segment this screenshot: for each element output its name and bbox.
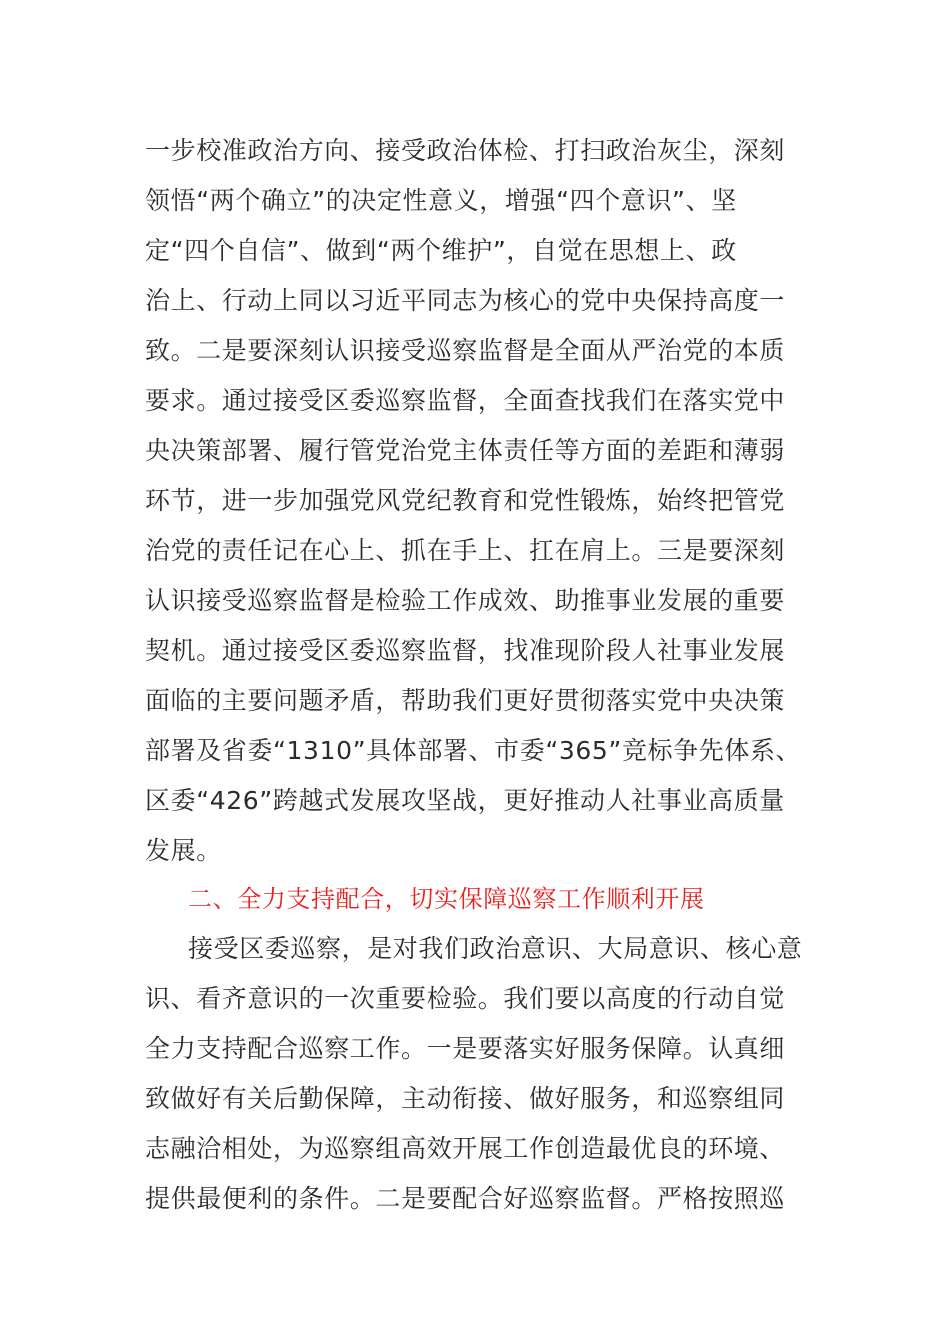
paragraph-line: 部署及省委“1310”具体部署、市委“365”竞标争先体系、 (145, 736, 802, 765)
paragraph-line: 央决策部署、履行管党治党主体责任等方面的差距和薄弱 (145, 436, 786, 465)
paragraph-line: 环节，进一步加强党风党纪教育和党性锻炼，始终把管党 (145, 486, 786, 515)
paragraph-line: 区委“426”跨越式发展攻坚战，更好推动人社事业高质量 (145, 786, 785, 815)
paragraph-line: 致。二是要深刻认识接受巡察监督是全面从严治党的本质 (145, 336, 786, 365)
paragraph-line: 致做好有关后勤保障，主动衔接、做好服务，和巡察组同 (145, 1084, 786, 1113)
section-heading: 二、全力支持配合，切实保障巡察工作顺利开展 (188, 885, 705, 913)
paragraph-line: 识、看齐意识的一次重要检验。我们要以高度的行动自觉 (145, 984, 786, 1013)
paragraph-line: 定“四个自信”、做到“两个维护”，自觉在思想上、政 (145, 236, 737, 265)
paragraph-line: 治上、行动上同以习近平同志为核心的党中央保持高度一 (145, 286, 786, 315)
paragraph-line: 发展。 (145, 836, 222, 865)
paragraph-line: 要求。通过接受区委巡察监督，全面查找我们在落实党中 (145, 386, 786, 415)
paragraph-line: 提供最便利的条件。二是要配合好巡察监督。严格按照巡 (145, 1184, 786, 1213)
paragraph-line: 全力支持配合巡察工作。一是要落实好服务保障。认真细 (145, 1034, 786, 1063)
paragraph-line: 领悟“两个确立”的决定性意义，增强“四个意识”、坚 (145, 186, 737, 215)
paragraph-line: 契机。通过接受区委巡察监督，找准现阶段人社事业发展 (145, 636, 786, 665)
paragraph-line: 志融洽相处，为巡察组高效开展工作创造最优良的环境、 (145, 1134, 786, 1163)
paragraph-line: 一步校准政治方向、接受政治体检、打扫政治灰尘，深刻 (145, 136, 786, 165)
paragraph-line: 治党的责任记在心上、抓在手上、扛在肩上。三是要深刻 (145, 536, 786, 565)
paragraph-line: 接受区委巡察，是对我们政治意识、大局意识、核心意 (188, 934, 803, 963)
paragraph-line: 认识接受巡察监督是检验工作成效、助推事业发展的重要 (145, 586, 786, 615)
paragraph-line: 面临的主要问题矛盾，帮助我们更好贯彻落实党中央决策 (145, 686, 786, 715)
